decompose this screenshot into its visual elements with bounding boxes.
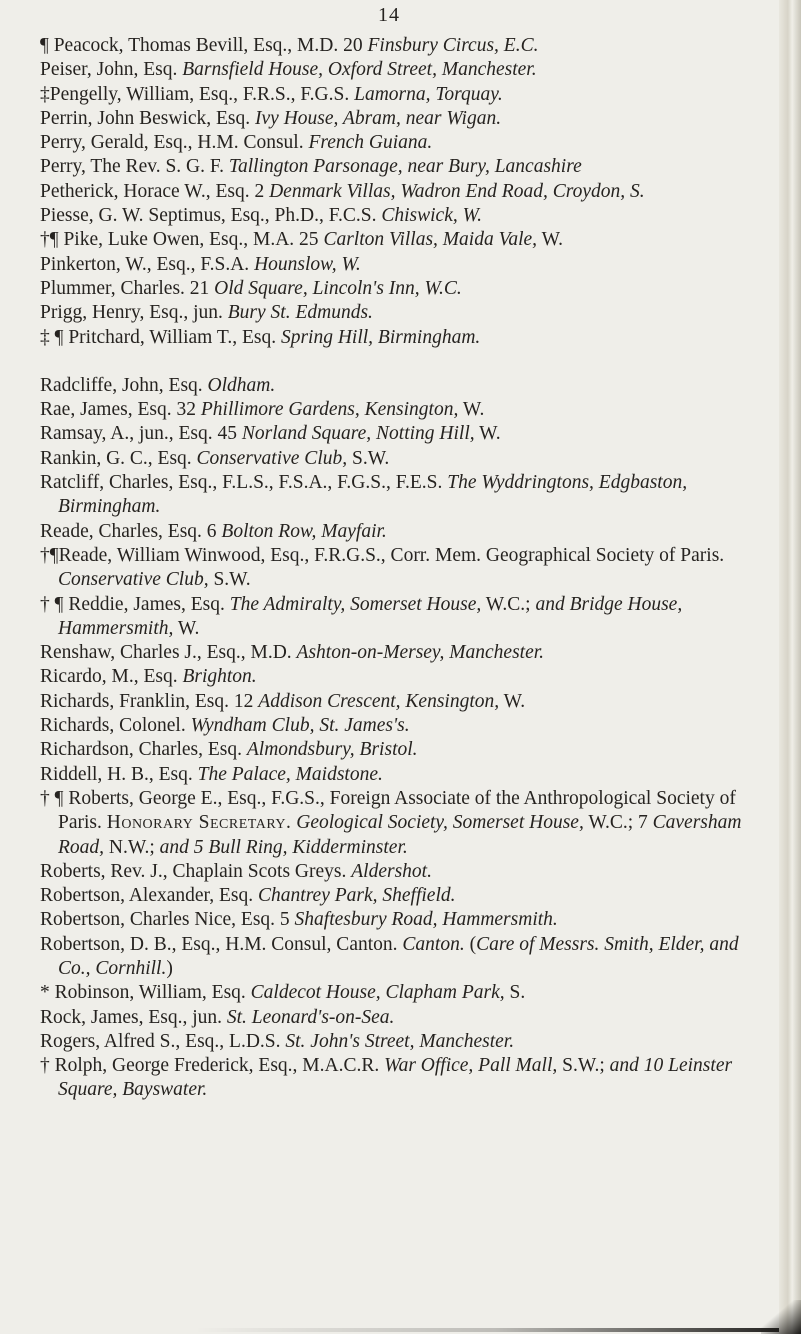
list-item — [40, 131, 770, 155]
entry-text: W. — [458, 399, 485, 421]
entry-address: Spring Hill, Birmingham. — [280, 326, 481, 348]
entry-address: Care of Messrs. Smith, Elder, and Co., Cornhill. — [58, 933, 739, 979]
entry-name: Piesse, G. W. Septimus, Esq., Ph.D., F.C.S. — [40, 205, 382, 227]
entry-text: S.W. — [347, 447, 390, 469]
entry-text: ( — [464, 933, 477, 955]
list-item — [40, 1054, 770, 1103]
entry-text: W. — [173, 617, 200, 639]
entry-name: Rogers, Alfred S., Esq., L.D.S. — [40, 1030, 286, 1052]
entry-name: Ramsay, A., jun., Esq. 45 — [40, 423, 242, 445]
list-item — [40, 253, 770, 277]
entry-address: Norland Square, Notting Hill, — [241, 423, 475, 445]
entry-name: Richards, Colonel. — [40, 715, 191, 737]
entry-address: Brighton. — [182, 666, 257, 688]
list-item — [40, 398, 770, 422]
entry-address: Conservative Club, — [58, 569, 209, 591]
entry-address: and Bridge House, Hammersmith, — [58, 593, 683, 639]
entry-address: Aldershot. — [351, 860, 432, 882]
list-item — [40, 690, 770, 714]
entry-text: W. — [499, 690, 526, 712]
list-item — [40, 665, 770, 689]
entry-address: and 5 Bull Ring, Kidderminster. — [159, 836, 408, 858]
entry-name: Radcliffe, John, Esq. — [40, 374, 208, 396]
entry-address: Finsbury Circus, E.C. — [367, 35, 539, 56]
entry-text: W.C.; — [481, 593, 536, 615]
entry-name: † ¶ Roberts, George E., Esq., F.G.S., Foreign Associate of the Anthropological Society of Paris. — [40, 787, 736, 834]
list-item — [40, 738, 770, 762]
entry-name: Riddell, H. B., Esq. — [40, 763, 198, 785]
list-item — [40, 326, 770, 350]
entry-address: The Palace, Maidstone. — [197, 763, 383, 785]
entry-address: Caversham Road, — [58, 812, 742, 858]
list-item — [40, 933, 770, 982]
entry-address: Geological Society, Somerset House, — [291, 812, 584, 834]
entry-address: War Office, Pall Mall, — [384, 1055, 558, 1077]
list-item — [40, 228, 770, 252]
list-item — [40, 544, 770, 593]
list-item — [40, 422, 770, 446]
entry-name: Perrin, John Beswick, Esq. — [40, 107, 256, 129]
entry-name: Pinkerton, W., Esq., F.S.A. — [40, 253, 255, 275]
list-item — [40, 34, 770, 58]
entry-name: Ricardo, M., Esq. — [40, 666, 183, 688]
entry-text: W. — [474, 423, 501, 445]
entry-name: Rankin, G. C., Esq. — [40, 447, 197, 469]
entry-address: French Guiana. — [308, 132, 433, 154]
entry-address: Hounslow, W. — [254, 253, 361, 275]
list-item — [40, 593, 770, 642]
entry-address: Barnsfield House, Oxford Street, Manchester. — [182, 59, 537, 81]
entry-address: Chiswick, W. — [381, 205, 482, 227]
entry-name: Ratcliff, Charles, Esq., F.L.S., F.S.A., F.G.S., F.E.S. — [40, 472, 448, 494]
entry-name: ‡ ¶ Pritchard, William T., Esq. — [40, 326, 281, 348]
list-item — [40, 58, 770, 82]
entry-address: Conservative Club, — [196, 447, 348, 469]
entry-address: Shaftesbury Road, Hammersmith. — [294, 909, 558, 931]
page-number: 14 — [378, 4, 400, 26]
entry-text: S. — [504, 982, 526, 1004]
entry-address: St. Leonard's-on-Sea. — [226, 1006, 395, 1028]
list-item — [40, 180, 770, 204]
entry-address: Addison Crescent, Kensington, — [258, 690, 500, 712]
entry-address: Canton. — [402, 933, 465, 955]
list-item — [40, 204, 770, 228]
entry-name: Robertson, D. B., Esq., H.M. Consul, Canton. — [40, 933, 403, 955]
list-item — [40, 981, 770, 1005]
entry-text: S.W. — [208, 569, 251, 591]
entry-name: ‡Pengelly, William, Esq., F.R.S., F.G.S. — [40, 83, 355, 105]
entry-address: Denmark Villas, Wadron End Road, Croydon, S. — [269, 180, 645, 202]
entry-name: †¶ Pike, Luke Owen, Esq., M.A. 25 — [40, 229, 324, 251]
entry-address: Wyndham Club, St. James's. — [190, 715, 410, 737]
entry-name: † Rolph, George Frederick, Esq., M.A.C.R. — [40, 1055, 385, 1077]
list-item — [40, 107, 770, 131]
entry-text: W.C.; 7 — [583, 812, 653, 834]
list-item — [40, 714, 770, 738]
entry-address: Phillimore Gardens, Kensington, — [200, 399, 459, 421]
entry-name: Renshaw, Charles J., Esq., M.D. — [40, 642, 297, 664]
entry-address: The Wyddringtons, Edgbaston, Birmingham. — [58, 472, 688, 518]
entry-address: The Admiralty, Somerset House, — [229, 593, 482, 615]
entry-text: N.W.; — [104, 836, 160, 858]
entry-address: Old Square, Lincoln's Inn, W.C. — [214, 277, 462, 299]
entry-address: Tallington Parsonage, near Bury, Lancashire — [228, 156, 582, 178]
list-item — [40, 520, 770, 544]
entry-address: Carlton Villas, Maida Vale, — [323, 229, 538, 251]
entry-name: Plummer, Charles. 21 — [40, 277, 215, 299]
list-item — [40, 83, 770, 107]
entry-name: Richardson, Charles, Esq. — [40, 739, 247, 761]
list-item — [40, 787, 770, 860]
member-list — [40, 34, 770, 1103]
list-item — [40, 641, 770, 665]
entry-name: Prigg, Henry, Esq., jun. — [40, 302, 228, 324]
entry-address: Ivy House, Abram, near Wigan. — [255, 107, 502, 129]
page-corner-shadow — [761, 1300, 801, 1334]
entry-text: S.W.; — [557, 1055, 610, 1077]
entry-name: Robertson, Charles Nice, Esq. 5 — [40, 909, 295, 931]
entry-address: St. John's Street, Manchester. — [285, 1030, 515, 1052]
list-item — [40, 908, 770, 932]
entry-name: Peiser, John, Esq. — [40, 59, 183, 81]
list-item — [40, 884, 770, 908]
entry-name: Perry, The Rev. S. G. F. — [40, 156, 229, 178]
list-item — [40, 860, 770, 884]
entry-name: Rae, James, Esq. 32 — [40, 399, 201, 421]
entry-text: W. — [537, 229, 564, 251]
entry-address: Bolton Row, Mayfair. — [221, 520, 387, 542]
bottom-rule — [195, 1328, 795, 1332]
entry-address: Chantrey Park, Sheffield. — [258, 885, 456, 907]
entry-name: ¶ Peacock, Thomas Bevill, Esq., M.D. 20 — [40, 35, 368, 56]
list-item — [40, 155, 770, 179]
list-item — [40, 301, 770, 325]
list-item — [40, 447, 770, 471]
entry-name: Robertson, Alexander, Esq. — [40, 885, 259, 907]
list-item — [40, 277, 770, 301]
entry-name: † ¶ Reddie, James, Esq. — [40, 593, 230, 615]
list-item — [40, 763, 770, 787]
entry-name: Rock, James, Esq., jun. — [40, 1006, 227, 1028]
entry-address: Ashton-on-Mersey, Manchester. — [296, 642, 545, 664]
entry-address: Lamorna, Torquay. — [354, 83, 503, 105]
entry-address: and 10 Leinster Square, Bayswater. — [58, 1055, 733, 1101]
entry-address: Caldecot House, Clapham Park, — [250, 982, 505, 1004]
list-item — [40, 374, 770, 398]
entry-name: Petherick, Horace W., Esq. 2 — [40, 180, 270, 202]
list-item — [40, 471, 770, 520]
entry-title: Honorary Secretary. — [106, 812, 292, 834]
entry-address: Almondsbury, Bristol. — [246, 739, 418, 761]
entry-name: Richards, Franklin, Esq. 12 — [40, 690, 259, 712]
entry-text: ) — [166, 957, 173, 979]
entry-name: Reade, Charles, Esq. 6 — [40, 520, 222, 542]
page-edge — [779, 0, 801, 1334]
entry-address: Oldham. — [207, 374, 276, 396]
entry-address: Bury St. Edmunds. — [227, 302, 373, 324]
entry-name: Roberts, Rev. J., Chaplain Scots Greys. — [40, 860, 352, 882]
entry-name: †¶Reade, William Winwood, Esq., F.R.G.S., Corr. Mem. Geographical Society of Paris. — [40, 544, 725, 566]
list-item — [40, 1030, 770, 1054]
entry-name: * Robinson, William, Esq. — [40, 982, 251, 1004]
list-item — [40, 1006, 770, 1030]
entry-name: Perry, Gerald, Esq., H.M. Consul. — [40, 132, 309, 154]
